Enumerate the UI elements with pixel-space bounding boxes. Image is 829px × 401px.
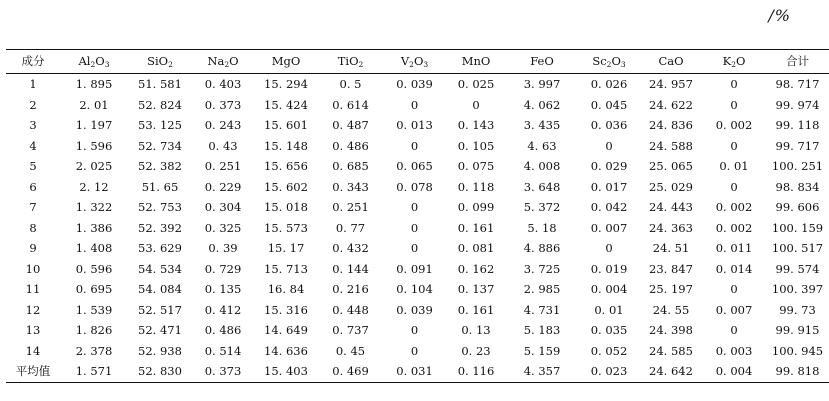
row-label-cell: 2 (29, 97, 37, 112)
value-cell: 5. 372 (523, 200, 561, 214)
value-cell: 0. 373 (204, 97, 242, 112)
value-cell: 0. 039 (396, 77, 433, 91)
value-cell: 0. 448 (332, 302, 369, 317)
value-cell: 1. 322 (75, 200, 113, 214)
value-cell: 0. 004 (715, 364, 753, 378)
total-cell: 98. 717 (775, 77, 820, 91)
value-cell: 0. 486 (204, 323, 242, 337)
value-cell: 0. 052 (590, 343, 628, 358)
value-cell: 0. 23 (461, 343, 491, 358)
value-cell: 0. 45 (335, 343, 366, 358)
value-cell: 24. 51 (652, 241, 690, 255)
value-cell: 0. 116 (457, 364, 495, 378)
row-label-cell: 12 (25, 302, 41, 317)
value-cell: 0. 403 (204, 77, 242, 91)
header-oxide: $Na_2O$ (207, 54, 239, 69)
value-cell: 0. 373 (204, 364, 242, 378)
row-label-cell: 13 (25, 323, 41, 337)
row-label-cell: 8 (29, 220, 37, 235)
value-cell: 0. 216 (332, 282, 369, 296)
value-cell: 0. 025 (457, 77, 495, 91)
total-cell: 100. 945 (771, 343, 824, 358)
value-cell: 0. 596 (75, 261, 113, 276)
value-cell: 2. 378 (75, 343, 113, 358)
total-cell: 100. 251 (771, 159, 824, 173)
value-cell: 0 (410, 343, 419, 358)
value-cell: 0 (730, 97, 738, 112)
value-cell: 52. 753 (138, 200, 182, 214)
value-cell: 1. 596 (75, 138, 113, 153)
value-cell: 15. 403 (264, 364, 308, 378)
value-cell: 0. 017 (590, 179, 628, 194)
value-cell: 0. 729 (204, 261, 242, 276)
value-cell: 0. 13 (461, 323, 491, 337)
value-cell: 5. 183 (523, 323, 561, 337)
value-cell: 0. 029 (590, 159, 628, 173)
table-row (6, 279, 829, 300)
total-cell: 99. 818 (775, 364, 820, 378)
average-row (6, 361, 829, 382)
value-cell: 14. 649 (264, 323, 308, 337)
value-cell: 15. 573 (264, 220, 308, 235)
value-cell: 0. 251 (332, 200, 369, 214)
value-cell: 24. 957 (649, 77, 693, 91)
value-cell: 0. 685 (332, 159, 369, 173)
value-cell: 0. 002 (715, 118, 753, 132)
value-cell: 0. 325 (204, 220, 242, 235)
value-cell: 0. 011 (715, 241, 753, 255)
value-cell: 24. 398 (649, 323, 693, 337)
value-cell: 0. 045 (590, 97, 628, 112)
value-cell: 0. 091 (396, 261, 433, 276)
row-label-cell: 10 (25, 261, 41, 276)
value-cell: 0. 304 (204, 200, 242, 214)
value-cell: 0. 078 (396, 179, 433, 194)
value-cell: 1. 197 (75, 118, 113, 132)
value-cell: 0. 251 (204, 159, 242, 173)
value-cell: 0. 161 (457, 220, 495, 235)
value-cell: 52. 392 (138, 220, 182, 235)
table-row (6, 177, 829, 198)
value-cell: 0 (410, 97, 419, 112)
header-oxide: $Sc_2O_3$ (592, 54, 626, 69)
value-cell: 0. 002 (715, 220, 753, 235)
value-cell: 25. 197 (649, 282, 693, 296)
value-cell: 3. 648 (523, 179, 561, 194)
value-cell: 52. 734 (138, 138, 182, 153)
value-cell: 0. 243 (204, 118, 242, 132)
unit-label: /% (768, 6, 791, 25)
total-cell: 99. 606 (775, 200, 820, 214)
value-cell: 2. 01 (79, 97, 109, 112)
value-cell: 4. 008 (523, 159, 561, 173)
value-cell: 15. 294 (264, 77, 308, 91)
value-cell: 0. 77 (335, 220, 366, 235)
value-cell: 0. 104 (396, 282, 433, 296)
value-cell: 0. 099 (457, 200, 495, 214)
value-cell: 24. 836 (649, 118, 693, 132)
value-cell: 0 (730, 323, 738, 337)
value-cell: 0. 432 (332, 241, 369, 255)
value-cell: 0. 43 (208, 138, 238, 153)
row-label-cell: 14 (25, 343, 41, 358)
value-cell: 0. 031 (396, 364, 433, 378)
header-oxide: $Al_2O_3$ (78, 54, 110, 69)
row-label-cell: 5 (29, 159, 37, 173)
value-cell: 0 (410, 220, 419, 235)
value-cell: 24. 585 (649, 343, 693, 358)
value-cell: 4. 357 (523, 364, 561, 378)
value-cell: 3. 435 (523, 118, 561, 132)
header-oxide: FeO (530, 54, 554, 68)
header-oxide: CaO (658, 54, 684, 68)
value-cell: 0. 01 (594, 302, 624, 317)
table-row (6, 238, 829, 259)
value-cell: 0. 486 (332, 138, 369, 153)
table-row (6, 259, 829, 280)
value-cell: 54. 084 (138, 282, 182, 296)
value-cell: 0. 035 (590, 323, 628, 337)
value-cell: 0. 105 (457, 138, 495, 153)
value-cell: 24. 622 (649, 97, 693, 112)
row-label-cell: 1 (29, 77, 37, 91)
value-cell: 16. 84 (267, 282, 305, 296)
header-row (6, 50, 829, 74)
table-row (6, 341, 829, 362)
value-cell: 0. 229 (204, 179, 242, 194)
value-cell: 0. 135 (204, 282, 242, 296)
total-cell: 99. 717 (775, 138, 820, 153)
value-cell: 3. 997 (523, 77, 561, 91)
value-cell: 23. 847 (649, 261, 693, 276)
value-cell: 0. 002 (715, 200, 753, 214)
value-cell: 1. 386 (75, 220, 113, 235)
table-row (6, 136, 829, 157)
value-cell: 0. 01 (719, 159, 749, 173)
value-cell: 0. 019 (590, 261, 628, 276)
value-cell: 0. 007 (715, 302, 753, 317)
value-cell: 0. 487 (332, 118, 369, 132)
value-cell: 0. 695 (75, 282, 113, 296)
value-cell: 0 (472, 97, 480, 112)
value-cell: 0. 614 (332, 97, 369, 112)
value-cell: 5. 18 (527, 220, 557, 235)
value-cell: 0. 137 (457, 282, 495, 296)
value-cell: 0. 036 (590, 118, 628, 132)
value-cell: 0 (730, 138, 738, 153)
value-cell: 15. 17 (267, 241, 305, 255)
value-cell: 51. 65 (141, 179, 179, 194)
value-cell: 24. 55 (652, 302, 690, 317)
table-row (6, 320, 829, 341)
total-cell: 100. 517 (771, 241, 824, 255)
value-cell: 15. 148 (264, 138, 308, 153)
row-label-cell: 4 (29, 138, 37, 153)
header-oxide: SiO$_2$ (147, 54, 173, 69)
value-cell: 1. 571 (75, 364, 113, 378)
value-cell: 0. 144 (332, 261, 369, 276)
value-cell: 0 (410, 138, 419, 153)
value-cell: 0. 023 (590, 364, 628, 378)
value-cell: 0. 065 (396, 159, 433, 173)
total-cell: 100. 159 (771, 220, 824, 235)
composition-table (6, 49, 829, 383)
value-cell: 52. 517 (138, 302, 182, 317)
total-cell: 98. 834 (775, 179, 820, 194)
header-oxide: $V_2O_3$ (400, 54, 429, 69)
table-row (6, 197, 829, 218)
total-cell: 100. 397 (771, 282, 824, 296)
value-cell: 0 (605, 241, 613, 255)
row-label-cell: 3 (29, 118, 37, 132)
value-cell: 53. 125 (138, 118, 182, 132)
row-label-cell: 11 (25, 282, 41, 296)
value-cell: 52. 938 (138, 343, 182, 358)
row-label-cell: 6 (29, 179, 37, 194)
value-cell: 4. 731 (523, 302, 561, 317)
value-cell: 0. 039 (396, 302, 433, 317)
value-cell: 51. 581 (138, 77, 182, 91)
value-cell: 0. 003 (715, 343, 753, 358)
value-cell: 1. 539 (75, 302, 113, 317)
row-label-cell: 平均值 (15, 364, 51, 378)
value-cell: 14. 636 (264, 343, 308, 358)
value-cell: 0. 007 (590, 220, 628, 235)
value-cell: 25. 029 (649, 179, 693, 194)
total-cell: 99. 974 (775, 97, 820, 112)
value-cell: 25. 065 (649, 159, 693, 173)
value-cell: 0. 014 (715, 261, 753, 276)
header-oxide: MnO (461, 54, 491, 68)
value-cell: 2. 025 (75, 159, 113, 173)
value-cell: 0. 013 (396, 118, 433, 132)
value-cell: 0 (730, 282, 738, 296)
table-row (6, 300, 829, 321)
value-cell: 15. 018 (264, 200, 308, 214)
value-cell: 52. 382 (138, 159, 182, 173)
table-row (6, 218, 829, 239)
value-cell: 0. 5 (339, 77, 362, 91)
value-cell: 0. 469 (332, 364, 369, 378)
header-oxide: MgO (271, 54, 301, 68)
value-cell: 54. 534 (138, 261, 182, 276)
value-cell: 0 (605, 138, 613, 153)
value-cell: 0. 162 (457, 261, 495, 276)
header-oxide: TiO$_2$ (337, 54, 364, 69)
value-cell: 4. 886 (523, 241, 561, 255)
row-label-cell: 9 (29, 241, 37, 255)
value-cell: 1. 895 (75, 77, 113, 91)
value-cell: 0. 143 (457, 118, 495, 132)
value-cell: 15. 601 (264, 118, 308, 132)
value-cell: 15. 713 (264, 261, 308, 276)
value-cell: 2. 12 (79, 179, 109, 194)
value-cell: 0. 004 (590, 282, 628, 296)
value-cell: 53. 629 (138, 241, 182, 255)
value-cell: 0. 161 (457, 302, 495, 317)
value-cell: 15. 602 (264, 179, 308, 194)
table-row (6, 74, 829, 95)
value-cell: 0. 081 (457, 241, 495, 255)
value-cell: 0. 412 (204, 302, 242, 317)
value-cell: 4. 63 (527, 138, 557, 153)
total-cell: 99. 915 (775, 323, 820, 337)
value-cell: 52. 824 (138, 97, 182, 112)
value-cell: 52. 471 (138, 323, 182, 337)
value-cell: 0. 514 (204, 343, 242, 358)
value-cell: 0. 042 (590, 200, 628, 214)
value-cell: 15. 316 (264, 302, 308, 317)
header-component: 成分 (21, 54, 45, 68)
value-cell: 0. 39 (208, 241, 238, 255)
value-cell: 24. 363 (649, 220, 693, 235)
value-cell: 0 (730, 77, 738, 91)
value-cell: 15. 424 (264, 97, 308, 112)
value-cell: 2. 985 (523, 282, 561, 296)
value-cell: 0 (730, 179, 738, 194)
value-cell: 0 (410, 323, 419, 337)
table-row (6, 115, 829, 136)
table-row (6, 156, 829, 177)
value-cell: 0 (410, 241, 419, 255)
header-total: 合计 (786, 54, 809, 68)
value-cell: 5. 159 (523, 343, 561, 358)
value-cell: 1. 826 (75, 323, 113, 337)
table-row (6, 95, 829, 116)
value-cell: 1. 408 (75, 241, 113, 255)
table-body (6, 74, 829, 383)
value-cell: 0. 118 (457, 179, 495, 194)
value-cell: 0. 026 (590, 77, 628, 91)
header-oxide: $K_2O$ (722, 54, 746, 69)
value-cell: 24. 642 (649, 364, 693, 378)
value-cell: 0. 737 (332, 323, 369, 337)
value-cell: 24. 443 (649, 200, 693, 214)
total-cell: 99. 118 (775, 118, 820, 132)
value-cell: 52. 830 (138, 364, 182, 378)
value-cell: 4. 062 (523, 97, 561, 112)
value-cell: 0 (410, 200, 419, 214)
value-cell: 3. 725 (523, 261, 561, 276)
value-cell: 15. 656 (264, 159, 308, 173)
value-cell: 24. 588 (649, 138, 693, 153)
total-cell: 99. 574 (775, 261, 820, 276)
total-cell: 99. 73 (779, 302, 816, 317)
row-label-cell: 7 (29, 200, 37, 214)
value-cell: 0. 343 (332, 179, 369, 194)
value-cell: 0. 075 (457, 159, 495, 173)
